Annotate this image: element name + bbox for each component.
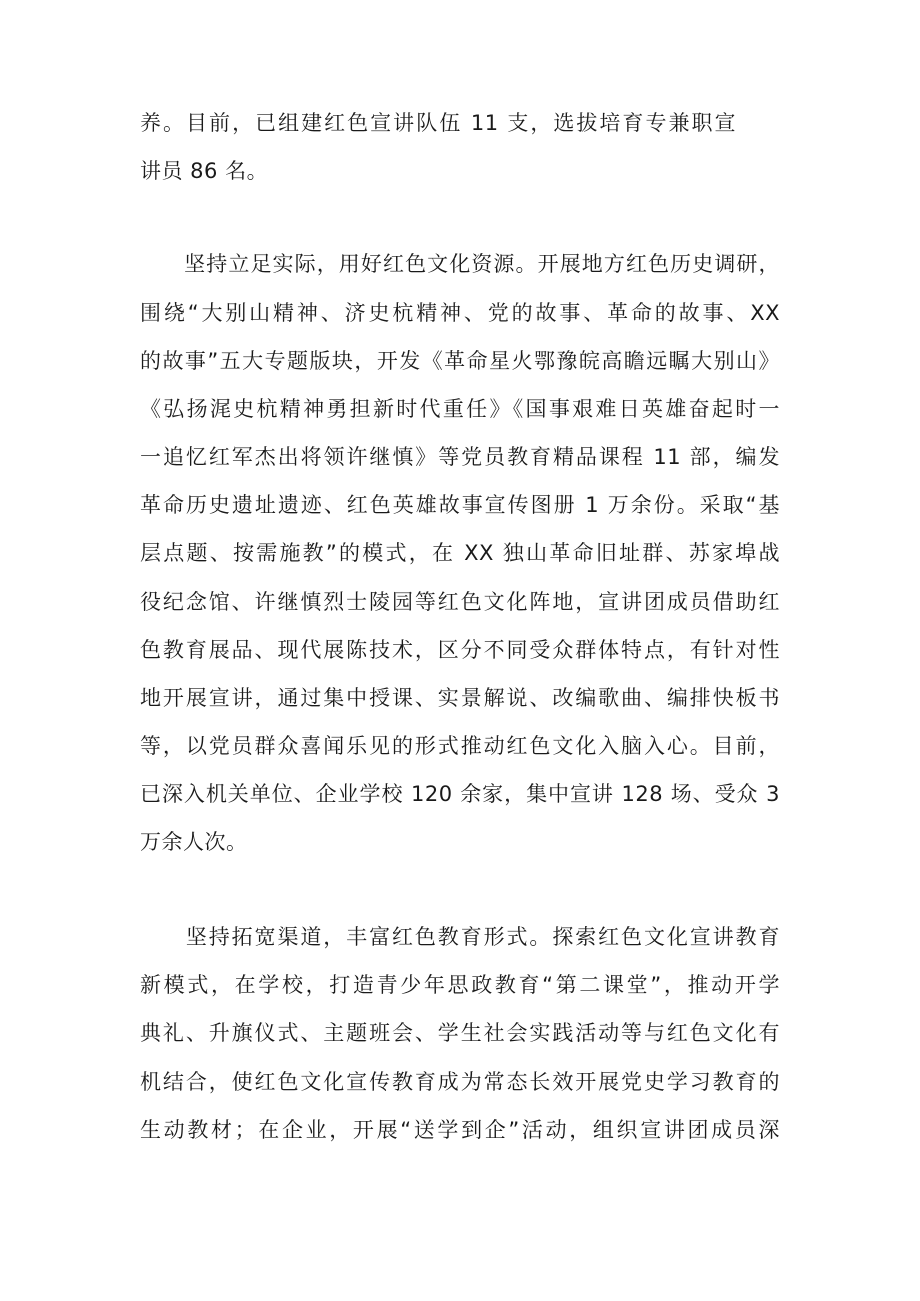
text-line: 坚持立足实际，用好红色文化资源。开展地方红色历史调研， [140,252,780,276]
text-line: 革命历史遗址遗迹、红色英雄故事宣传图册 1 万余份。采取“基 [140,493,780,517]
text-line: 生动教材；在企业，开展“送学到企”活动，组织宣讲团成员深 [140,1118,780,1142]
text-line: 役纪念馆、许继慎烈士陵园等红色文化阵地，宣讲团成员借助红 [140,590,780,614]
text-line: 一追忆红军杰出将领许继慎》等党员教育精品课程 11 部，编发 [140,445,780,469]
text-line: 讲员 86 名。 [140,159,269,183]
text-line: 万余人次。 [140,830,248,854]
text-line: 层点题、按需施教”的模式，在 XX 独山革命旧址群、苏家埠战 [140,541,780,565]
text-line: 等，以党员群众喜闻乐见的形式推动红色文化入脑入心。目前， [140,734,780,758]
text-line: 围绕“大别山精神、济史杭精神、党的故事、革命的故事、XX [140,301,780,325]
text-line: 养。目前，已组建红色宣讲队伍 11 支，选拔培育专兼职宣 [140,111,736,135]
text-line: 地开展宣讲，通过集中授课、实景解说、改编歌曲、编排快板书 [140,686,780,710]
text-line: 《弘扬浘史杭精神勇担新时代重任》《国事艰难日英雄奋起时一 [140,397,780,421]
text-line: 的故事”五大专题版块，开发《革命星火鄂豫皖高瞻远瞩大别山》 [140,349,780,373]
text-line: 新模式，在学校，打造青少年思政教育“第二课堂”，推动开学 [140,973,780,997]
text-line: 坚持拓宽渠道，丰富红色教育形式。探索红色文化宣讲教育 [140,925,780,949]
text-line: 色教育展品、现代展陈技术，区分不同受众群体特点，有针对性 [140,638,780,662]
text-line: 已深入机关单位、企业学校 120 余家，集中宣讲 128 场、受众 3 [140,782,780,806]
text-line: 典礼、升旗仪式、主题班会、学生社会实践活动等与红色文化有 [140,1021,780,1045]
text-line: 机结合，使红色文化宣传教育成为常态长效开展党史学习教育的 [140,1070,780,1094]
